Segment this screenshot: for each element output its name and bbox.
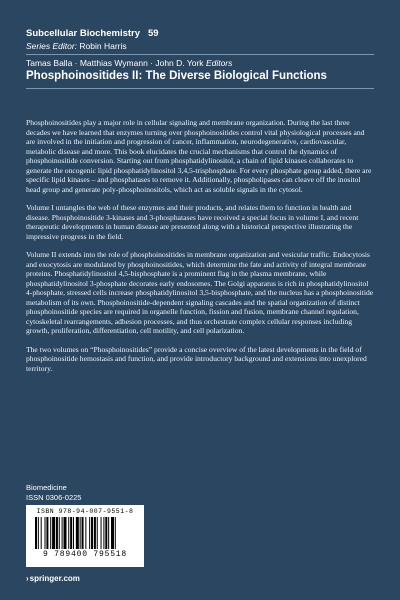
barcode-bar bbox=[64, 517, 67, 549]
barcode-bar bbox=[108, 517, 109, 549]
barcode-bar bbox=[103, 517, 104, 549]
book-description bbox=[26, 118, 374, 382]
description-paragraph: Volume II extends into the role of phosphoinositides in membrane organization and vesicular traffic. Endocytosis and exocytosis are modulated by phosphoinositides, which determine the fate and activity of integral membrane proteins. Phosphatidylinositol 4,5-bisphosphate is a prominent flag in the plasma membrane, while phosphatidylinositol 3-phosphate decorates early endosomes. The Golgi apparatus is rich in phosphatidylinositol 4-phosphate, stressed cells increase phosphatidylinositol 3,5-bisphosphate, and the nucleus has a phosphoinositide metabolism of its own. Phosphoinositide-dependent signaling cascades and the spatial organization of distinct phosphoinositide species are required in organelle function, fission and fusion, membrane channel regulation, cytoskeletal rearrangements, adhesion processes, and thus orchestrate complex cellular responses including growth, proliferation, differentiation, cell motility, and cell polarization. bbox=[26, 250, 374, 335]
barcode-bar bbox=[115, 517, 116, 549]
barcode-bar bbox=[105, 517, 107, 549]
title-divider bbox=[26, 88, 374, 89]
subject-category: Biomedicine bbox=[26, 483, 67, 492]
classification-info bbox=[26, 483, 81, 503]
barcode-bar bbox=[70, 517, 72, 549]
issn-number: ISSN 0306-0225 bbox=[26, 493, 82, 502]
description-paragraph: The two volumes on “Phosphoinositides” provide a concise overview of the latest developments in the field of phosphoinositide hemostasis and function, and provide introductory background and extensions into unexplored territory. bbox=[26, 344, 367, 373]
barcode-bar bbox=[82, 517, 84, 549]
series-editor-label: Series Editor: bbox=[26, 41, 78, 51]
isbn-label: ISBN 978-94-007-9551-8 bbox=[36, 508, 134, 515]
barcode-bar bbox=[59, 517, 60, 549]
barcode-bar bbox=[62, 517, 63, 549]
barcode-bar bbox=[76, 517, 79, 549]
barcode-bar bbox=[91, 517, 93, 549]
description-paragraph: Phosphoinositides play a major role in cellular signaling and membrane organization. During the last three decades we have learned that enzymes turning over phosphoinositides control vital physiological processes and are involved in the initiation and progression of cancer, inflammation, neurodegenerative, cardiovascular, metabolic disease and more. This book elucidates the crucial mechanisms that control the dynamics of phosphoinositide conversion. Starting out from phosphatidylinositol, a chain of lipid kinases collaborates to generate the oncogenic lipid phosphatidylinositol 3,4,5-trisphosphate. For every phosphate group added, there are specific lipid kinases – and phosphatases to remove it. Additionally, phospholipases can cleave off the inositol head group and generate poly-phosphoinositols, which act as soluble signals in the cytosol. bbox=[26, 118, 372, 194]
barcode-graphic bbox=[33, 517, 137, 549]
description-paragraph: Volume I untangles the web of these enzymes and their products, and relates them to function in health and disease. Phosphoinositide 3-kinases and 3-phosphatases have received a special focus in volume I, and recent therapeutic developments in human disease are presented along with a historical perspective illustrating the impressive progress in the field. bbox=[26, 203, 359, 241]
barcode-bar bbox=[73, 517, 74, 549]
barcode-bar bbox=[52, 517, 55, 549]
publisher-url: springer.com bbox=[29, 574, 80, 583]
publisher-link[interactable] bbox=[26, 574, 80, 583]
editors-suffix: Editors bbox=[205, 58, 233, 68]
series-title bbox=[26, 28, 159, 39]
barcode-bar bbox=[85, 517, 86, 549]
arrow-icon: › bbox=[26, 574, 29, 583]
barcode-bar bbox=[46, 517, 48, 549]
series-volume: 59 bbox=[147, 28, 159, 39]
barcode-bar bbox=[80, 517, 81, 549]
barcode-digits: 9 789400 795518 bbox=[42, 550, 127, 559]
barcode-bar bbox=[111, 517, 114, 549]
isbn-barcode bbox=[26, 505, 144, 567]
barcode-bar bbox=[56, 517, 58, 549]
barcode-bar bbox=[94, 517, 96, 549]
barcode-bar bbox=[89, 517, 90, 549]
series-name: Subcellular Biochemistry bbox=[26, 28, 141, 39]
book-title: Phosphoinositides II: The Diverse Biological Functions bbox=[26, 70, 327, 82]
barcode-bar bbox=[41, 517, 42, 549]
series-editor bbox=[26, 41, 127, 51]
book-editors bbox=[26, 58, 232, 68]
barcode-bar bbox=[35, 517, 37, 549]
barcode-bar bbox=[97, 517, 98, 549]
barcode-bar bbox=[50, 517, 51, 549]
series-editor-name: Robin Harris bbox=[79, 41, 127, 51]
barcode-bar bbox=[101, 517, 102, 549]
barcode-bar bbox=[68, 517, 69, 549]
barcode-bar bbox=[45, 517, 46, 549]
barcode-bar bbox=[38, 517, 39, 549]
editors-names: Tamas Balla · Matthias Wymann · John D. York bbox=[26, 58, 204, 68]
top-divider bbox=[26, 54, 374, 55]
